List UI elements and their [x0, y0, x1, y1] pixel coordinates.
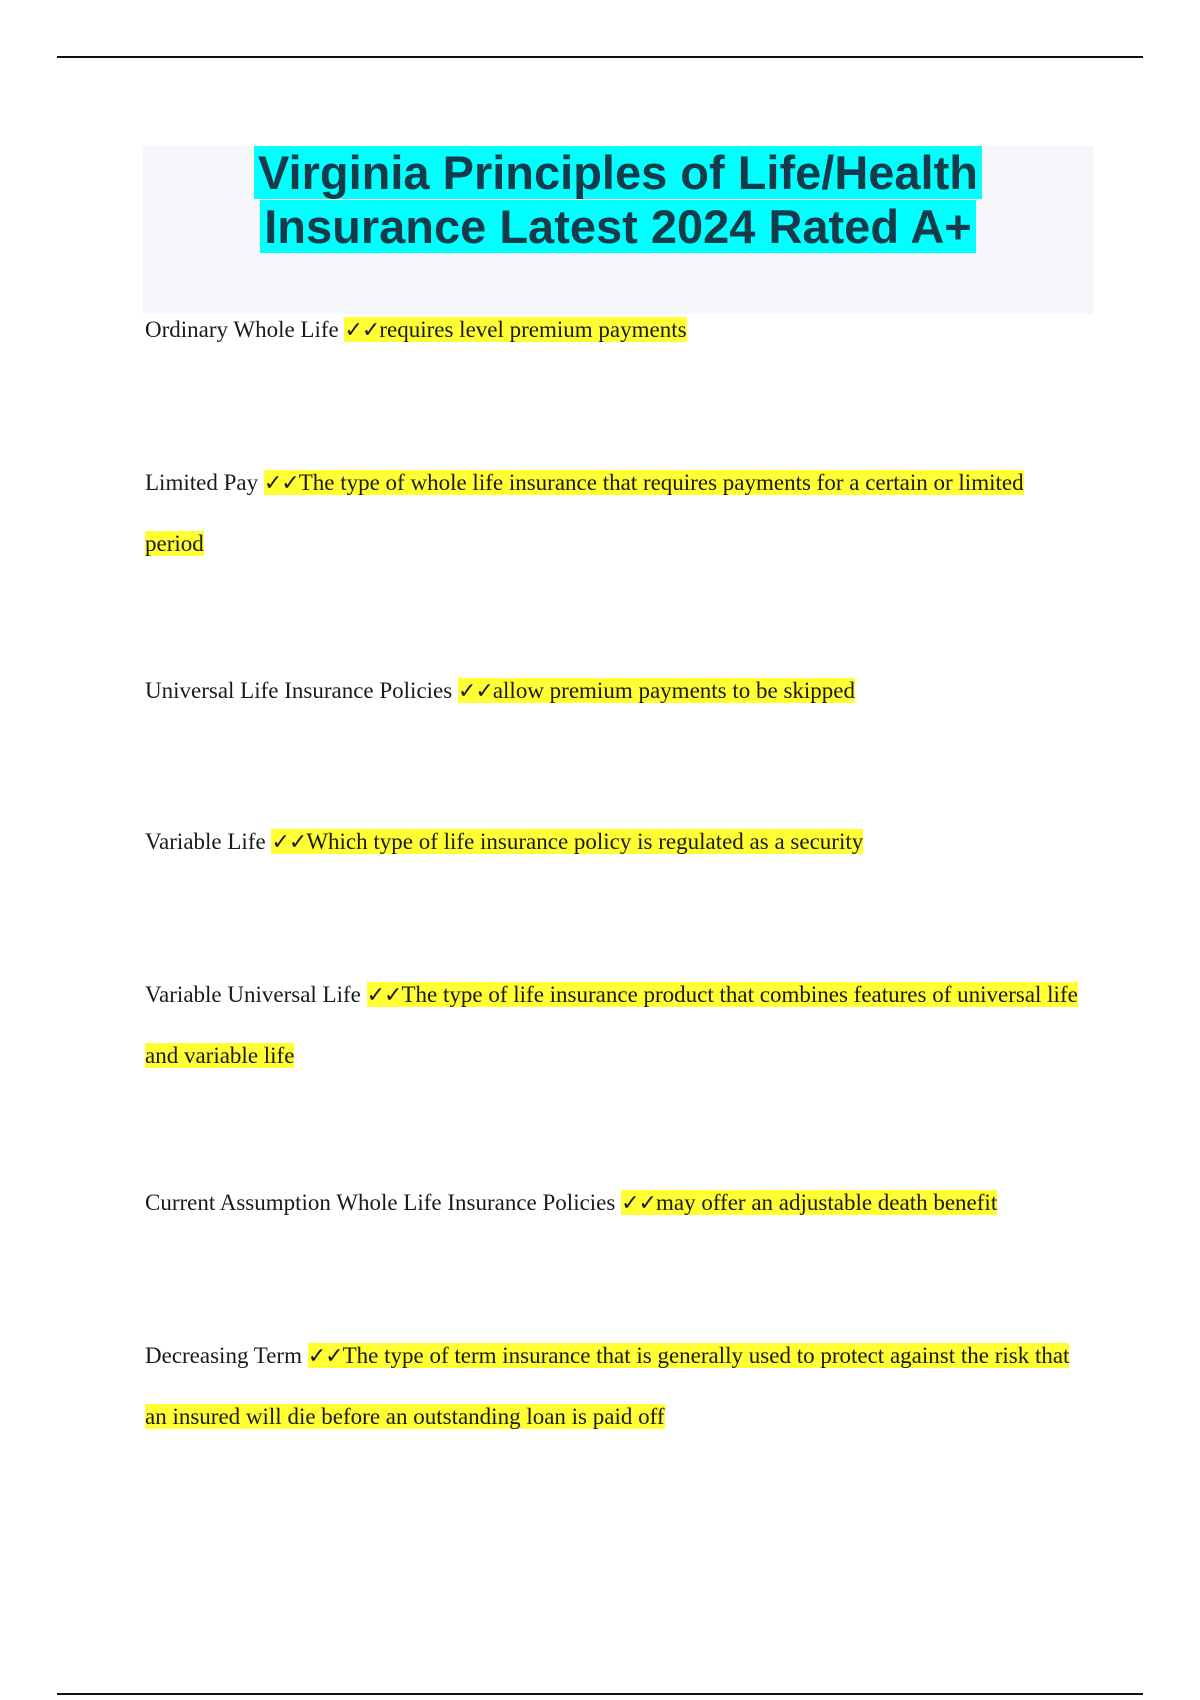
entry-definition-text: The type of life insurance product that combines features of universal life and variable life: [145, 982, 1078, 1068]
entry-definition-text: Which type of life insurance policy is regulated as a security: [306, 829, 864, 854]
entry-definition-text: The type of term insurance that is generally used to protect against the risk that an insured will die before an outstanding loan is paid off: [145, 1343, 1070, 1429]
entry-definition-text: requires level premium payments: [379, 317, 687, 342]
entry-term: Ordinary Whole Life: [145, 317, 339, 342]
entry-definition: [271, 829, 863, 854]
entry-term: Limited Pay: [145, 470, 259, 495]
entry-definition: [458, 678, 855, 703]
top-rule: [57, 56, 1143, 58]
entry-term: Variable Universal Life: [145, 982, 361, 1007]
double-check-icon: ✓✓: [344, 318, 380, 343]
entry-definition-text: The type of whole life insurance that requires payments for a certain or limited period: [145, 470, 1024, 556]
bottom-rule: [57, 1693, 1143, 1695]
double-check-icon: ✓✓: [366, 983, 402, 1008]
entry-definition: [344, 317, 686, 342]
double-check-icon: ✓✓: [271, 830, 307, 855]
entry-term: Decreasing Term: [145, 1343, 302, 1368]
flashcard-entry: [145, 1326, 1085, 1447]
document-title: [143, 146, 1093, 254]
entry-term: Current Assumption Whole Life Insurance Policies: [145, 1190, 616, 1215]
flashcard-entry: [145, 661, 1085, 722]
double-check-icon: ✓✓: [457, 679, 493, 704]
entry-term: Variable Life: [145, 829, 266, 854]
entry-definition-text: allow premium payments to be skipped: [492, 678, 856, 703]
double-check-icon: ✓✓: [621, 1191, 656, 1216]
entry-definition: [621, 1190, 997, 1215]
title-block: [143, 146, 1093, 314]
entry-term: Universal Life Insurance Policies: [145, 678, 453, 703]
flashcard-entry: [145, 453, 1085, 574]
double-check-icon: ✓✓: [307, 1344, 343, 1369]
entry-definition-text: may offer an adjustable death benefit: [655, 1190, 998, 1215]
title-line-1: Virginia Principles of Life/Health: [254, 146, 982, 199]
flashcard-entry: [145, 300, 1085, 361]
title-line-2: Insurance Latest 2024 Rated A+: [260, 200, 975, 253]
double-check-icon: ✓✓: [263, 471, 299, 496]
entry-definition: [145, 470, 1024, 556]
flashcard-entry: [145, 1173, 1085, 1234]
flashcard-entry: [145, 965, 1085, 1086]
flashcard-entry: [145, 812, 1085, 873]
